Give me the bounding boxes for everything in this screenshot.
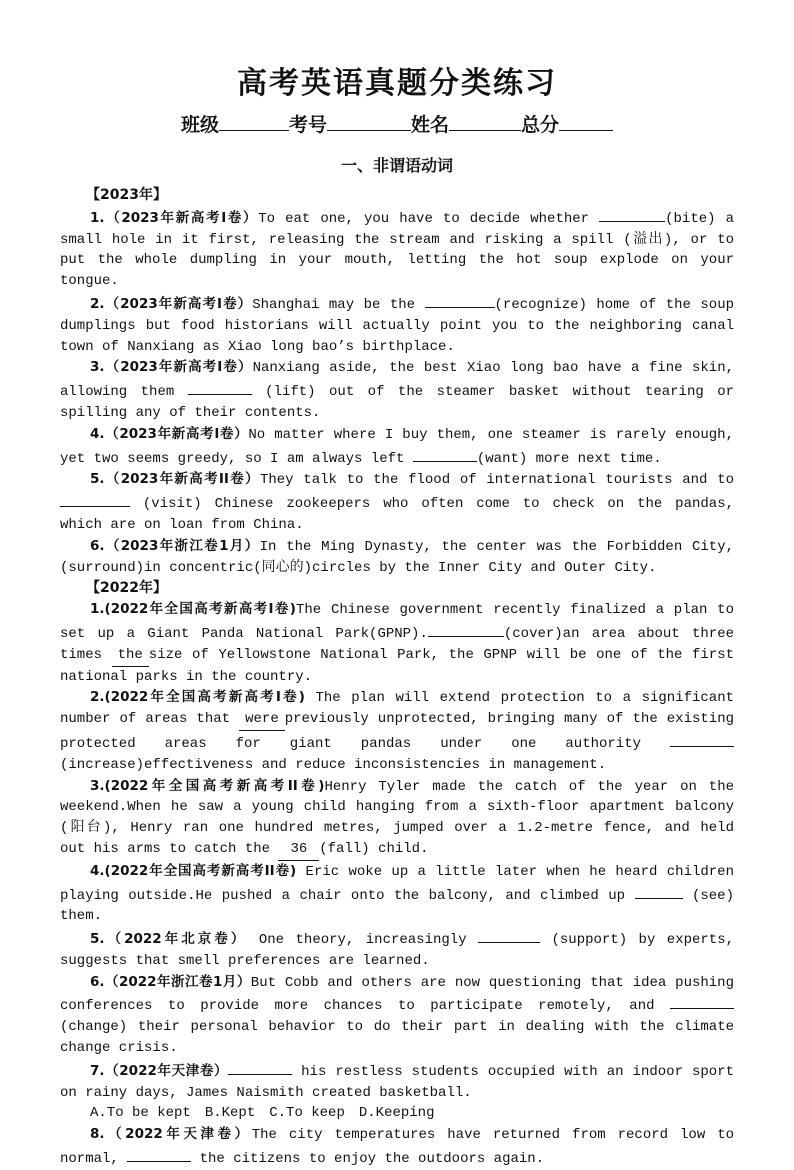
- question-2022-6: 6.（2022年浙江卷1月）But Cobb and others are now questioning that idea pushing conferences to provide more chances to participate remotely, and (change) their personal behavior to do their part in dealing with the climate change crisis.: [60, 973, 734, 1057]
- answer-blank[interactable]: [413, 446, 477, 462]
- answer-blank[interactable]: [228, 1059, 292, 1075]
- question-number: 6.（2023年浙江卷1月）: [90, 537, 260, 554]
- answer-blank[interactable]: [599, 206, 665, 222]
- answer-blank[interactable]: [478, 927, 540, 943]
- question-number: 8.（2022年天津卷）: [90, 1126, 252, 1143]
- filled-answer: 36: [278, 839, 319, 861]
- total-label: 总分: [521, 114, 560, 136]
- answer-blank[interactable]: [425, 292, 495, 308]
- page-title: 高考英语真题分类练习: [237, 66, 557, 101]
- filled-answer: were: [239, 709, 285, 731]
- answer-blank[interactable]: [188, 379, 252, 395]
- option-c[interactable]: C.To keep: [269, 1105, 345, 1122]
- question-2022-1: 1.(2022年全国高考新高考Ⅰ卷)The Chinese government recently finalized a plan to set up a Giant Panda National Park(GPNP). (cover)an area about three times the size of Yellowstone National Park, the GPNP will be one of the first national parks in the country.: [60, 601, 734, 685]
- questions-body: [60, 185, 734, 1170]
- question-number: 7.（2022年天津卷）: [90, 1062, 229, 1079]
- question-2023-5: 5.（2023年新高考II卷）They talk to the flood of international tourists and to (visit) Chinese zookeepers who often come to check on the pandas, which are on loan from China.: [60, 471, 734, 533]
- question-2023-3: 3.（2023年新高考Ⅰ卷）Nanxiang aside, the best Xiao long bao have a fine skin, allowing them (lift) out of the steamer basket without tearing or spilling any of their contents.: [60, 359, 734, 421]
- answer-blank[interactable]: [60, 491, 130, 507]
- name-blank[interactable]: [449, 112, 521, 131]
- option-b[interactable]: B.Kept: [204, 1105, 256, 1122]
- question-number: 5.（2023年新高考II卷）: [90, 471, 260, 488]
- answer-blank[interactable]: [635, 883, 683, 899]
- question-2022-7: 7.（2022年天津卷） his restless students occupied with an indoor sport on rainy days, James Naismith created basketball.: [60, 1059, 734, 1104]
- option-d[interactable]: D.Keeping: [358, 1105, 435, 1122]
- question-2023-1: 1.（2023年新高考Ⅰ卷）To eat one, you have to decide whether (bite) a small hole in it first, releasing the stream and risking a spill (溢出), or to put the whole dumpling in your mouth, letting the hot soup explode on your tongue.: [60, 206, 734, 292]
- class-label: 班级: [180, 114, 219, 136]
- question-2023-6: 6.（2023年浙江卷1月）In the Ming Dynasty, the center was the Forbidden City, (surround)in concentric(同心的)circles by the Inner City and Outer City.: [60, 537, 734, 576]
- option-a[interactable]: A.To be kept: [90, 1105, 191, 1122]
- total-blank[interactable]: [559, 112, 613, 131]
- question-2022-4: 4.(2022年全国高考新高考II卷) Eric woke up a little later when he heard children playing outside.He pushed a chair onto the balcony, and climbed up (see) them.: [60, 862, 734, 925]
- question-2023-4: 4.（2023年新高考Ⅰ卷）No matter where I buy them, one steamer is rarely enough, yet two seems greedy, so I am always left (want) more next time.: [60, 425, 734, 467]
- name-label: 姓名: [411, 114, 450, 136]
- year-heading-2023: 【2023年】: [86, 187, 167, 203]
- question-number: 4.（2023年新高考Ⅰ卷）: [90, 425, 249, 442]
- year-heading-2022: 【2022年】: [86, 580, 167, 597]
- answer-blank[interactable]: [428, 621, 504, 637]
- filled-answer: the: [112, 645, 149, 667]
- question-number: 3.（2023年新高考Ⅰ卷）: [90, 359, 253, 376]
- question-2022-7-options: [90, 1103, 734, 1124]
- question-number: 2.(2022年全国高考新高考Ⅰ卷): [90, 689, 305, 706]
- exam-no-label: 考号: [288, 114, 327, 136]
- question-2022-2: 2.(2022年全国高考新高考Ⅰ卷) The plan will extend protection to a significant number of areas that were previously unprotected, bringing many of the existing protected areas for giant pandas under one authority (increase)effectiveness and reduce inconsistencies in management.: [60, 689, 735, 773]
- student-info-line: [0, 110, 794, 137]
- question-number: 6.（2022年浙江卷1月）: [90, 973, 251, 990]
- question-2022-5: 5.（2022年北京卷） One theory, increasingly (support) by experts, suggests that smell preferences are learned.: [60, 927, 734, 972]
- question-number: 3.(2022年全国高考新高考II卷): [90, 777, 325, 794]
- answer-blank[interactable]: [670, 731, 734, 747]
- question-number: 5.（2022年北京卷）: [90, 931, 248, 948]
- section-title: 一、非谓语动词: [340, 156, 453, 175]
- answer-blank[interactable]: [127, 1146, 191, 1162]
- question-2023-2: 2.（2023年新高考Ⅰ卷）Shanghai may be the (recognize) home of the soup dumplings but food historians will actually point you to the neighboring canal town of Nanxiang as Xiao long bao’s birthplace.: [60, 292, 734, 357]
- question-number: 1.（2023年新高考Ⅰ卷）: [90, 209, 259, 226]
- question-number: 2.（2023年新高考Ⅰ卷）: [90, 295, 253, 312]
- question-number: 4.(2022年全国高考新高考II卷): [90, 862, 297, 879]
- question-2022-3: 3.(2022年全国高考新高考II卷)Henry Tyler made the catch of the year on the weekend.When he saw a young child hanging from a sixth-floor apartment balcony (阳台), Henry ran one hundred metres, jumped over a 1.2-metre fence, and held out his arms to catch the 36 (fall) child.: [60, 776, 734, 861]
- class-blank[interactable]: [219, 112, 289, 131]
- question-2022-8: 8.（2022年天津卷）The city temperatures have returned from record low to normal, the citizens to enjoy the outdoors again.: [60, 1126, 734, 1168]
- exam-no-blank[interactable]: [327, 112, 411, 131]
- answer-blank[interactable]: [670, 993, 734, 1009]
- question-number: 1.(2022年全国高考新高考Ⅰ卷): [90, 601, 296, 618]
